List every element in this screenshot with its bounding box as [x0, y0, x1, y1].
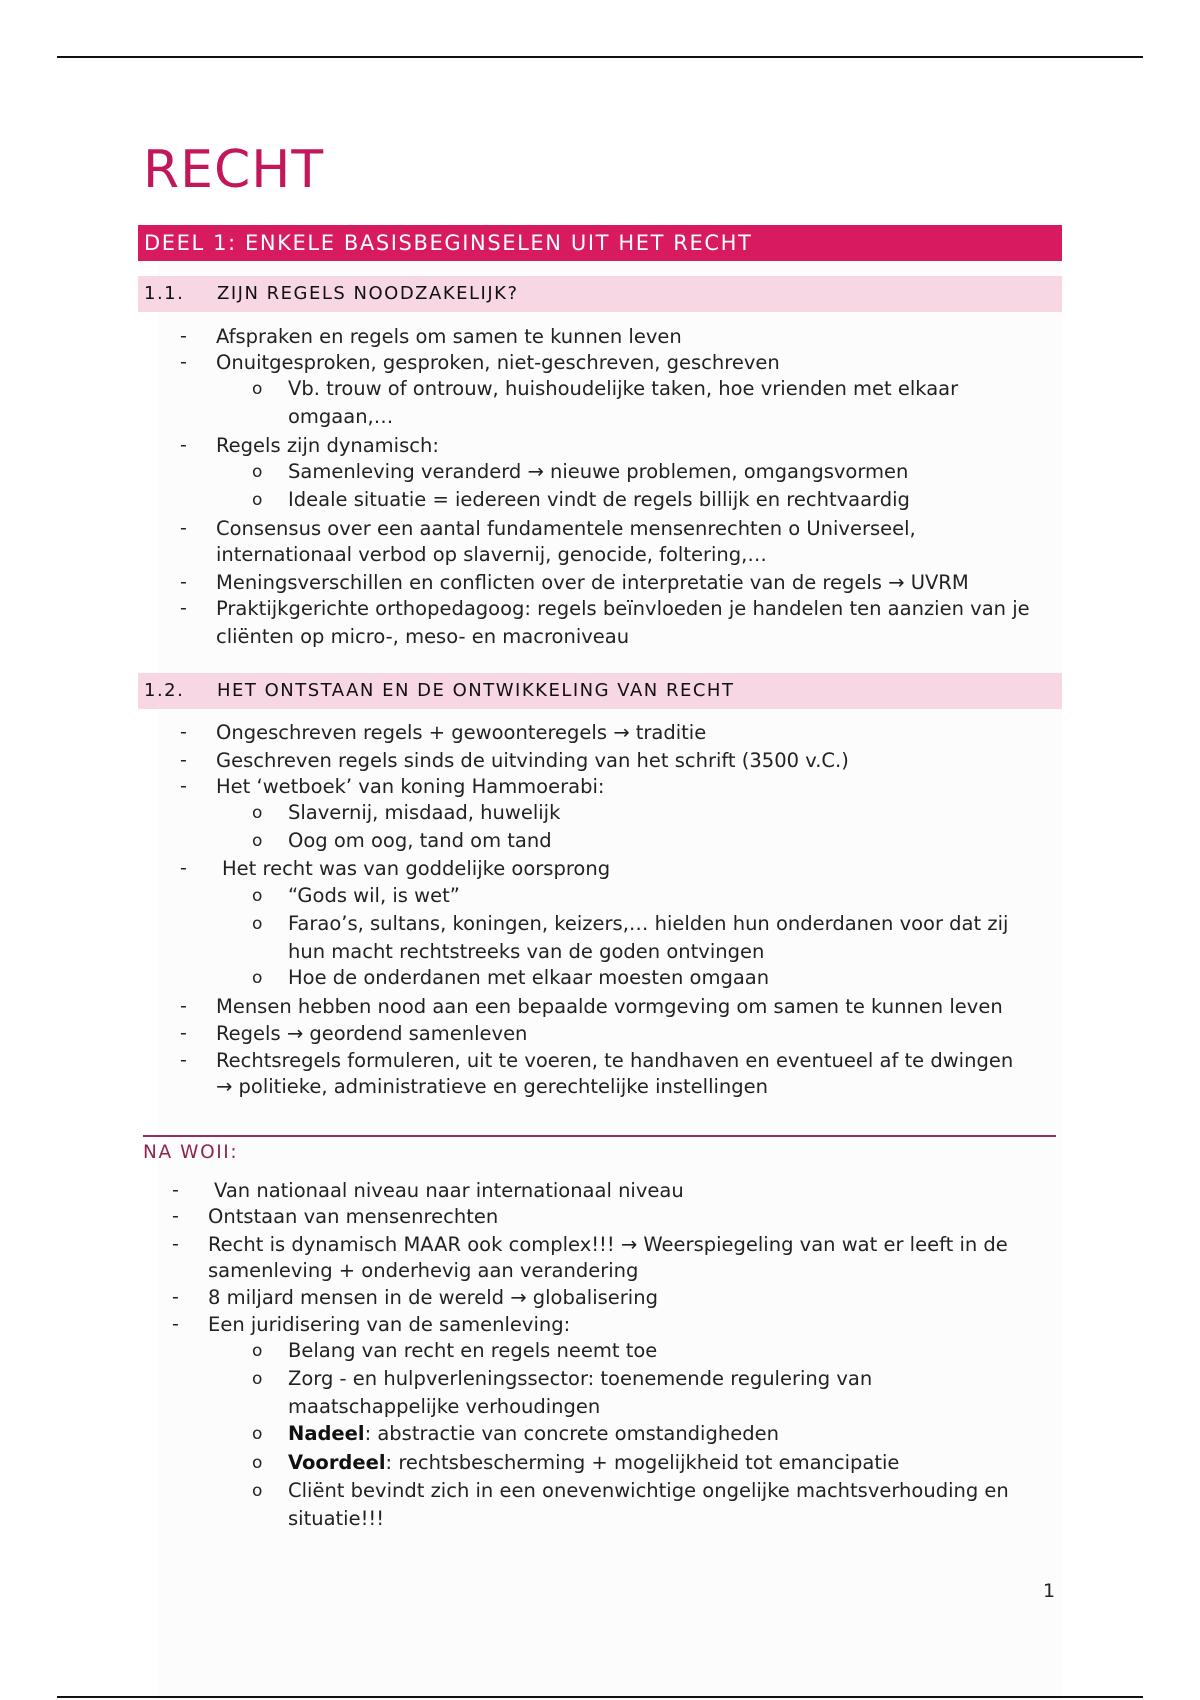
label-colon: :: [364, 1422, 378, 1445]
list-item: 8 miljard mensen in de wereld → globalisering: [208, 1286, 658, 1309]
section-number: 1.2.: [144, 680, 185, 701]
sub-list-item-continued: maatschappelijke verhoudingen: [288, 1395, 601, 1418]
dash-marker: -: [180, 517, 187, 539]
dash-marker: -: [172, 1313, 179, 1335]
bullet-marker: o: [252, 1481, 263, 1501]
dash-marker: -: [172, 1179, 179, 1201]
dash-marker: -: [180, 434, 187, 456]
dash-marker: -: [172, 1233, 179, 1255]
footer-rule: [57, 1696, 1143, 1698]
list-item: Meningsverschillen en conflicten over de interpretatie van de regels → UVRM: [216, 571, 969, 594]
document-title: RECHT: [143, 140, 325, 200]
header-rule: [57, 56, 1143, 58]
sub-list-item-continued: situatie!!!: [288, 1507, 385, 1530]
bullet-marker: o: [252, 914, 263, 934]
dash-marker: -: [180, 721, 187, 743]
list-item-continued: internationaal verbod op slavernij, genocide, foltering,…: [216, 543, 767, 566]
sub-list-item: Vb. trouw of ontrouw, huishoudelijke taken, hoe vrienden met elkaar: [288, 377, 959, 400]
list-item: Van nationaal niveau naar internationaal niveau: [214, 1179, 684, 1202]
voordeel-label: Voordeel: [288, 1451, 386, 1474]
dash-marker: -: [180, 597, 187, 619]
sub-list-item: Samenleving veranderd → nieuwe problemen, omgangsvormen: [288, 460, 909, 483]
section-heading-1-1: [138, 276, 1062, 312]
list-item: Onuitgesproken, gesproken, niet-geschreven, geschreven: [216, 351, 780, 374]
dash-marker: -: [180, 1049, 187, 1071]
dash-marker: -: [180, 351, 187, 373]
list-item: Praktijkgerichte orthopedagoog: regels beïnvloeden je handelen ten aanzien van je: [216, 597, 1030, 620]
list-item-continued: → politieke, administratieve en gerechtelijke instellingen: [216, 1075, 769, 1098]
section-title: HET ONTSTAAN EN DE ONTWIKKELING VAN RECHT: [217, 680, 735, 701]
sub-list-item: Oog om oog, tand om tand: [288, 829, 552, 852]
page-number: 1: [1043, 1580, 1056, 1602]
bullet-marker: o: [252, 1369, 263, 1389]
sub-list-item: Zorg - en hulpverleningssector: toenemende regulering van: [288, 1367, 873, 1390]
list-item-continued: samenleving + onderhevig aan verandering: [208, 1259, 639, 1282]
list-item: Rechtsregels formuleren, uit te voeren, te handhaven en eventueel af te dwingen: [216, 1049, 1014, 1072]
section-divider: [143, 1135, 1056, 1137]
section-number: 1.1.: [144, 283, 185, 304]
dash-marker: -: [172, 1286, 179, 1308]
section-heading-1-2: [138, 673, 1062, 709]
bullet-marker: o: [252, 803, 263, 823]
bullet-marker: o: [252, 831, 263, 851]
bullet-marker: o: [252, 1341, 263, 1361]
voordeel-text: rechtsbescherming + mogelijkheid tot emancipatie: [398, 1451, 900, 1474]
list-item: Ongeschreven regels + gewoonteregels → traditie: [216, 721, 707, 744]
list-item-continued: cliënten op micro-, meso- en macroniveau: [216, 625, 630, 648]
nadeel-text: abstractie van concrete omstandigheden: [377, 1422, 779, 1445]
list-item: Het ‘wetboek’ van koning Hammoerabi:: [216, 775, 605, 798]
sub-list-item-nadeel: [288, 1422, 779, 1445]
label-colon: :: [385, 1451, 399, 1474]
sub-list-item-continued: hun macht rechtstreeks van de goden ontvingen: [288, 940, 765, 963]
bullet-marker: o: [252, 886, 263, 906]
dash-marker: -: [180, 775, 187, 797]
sub-list-item-continued: omgaan,…: [288, 405, 394, 428]
list-item: Consensus over een aantal fundamentele mensenrechten o Universeel,: [216, 517, 916, 540]
section-title: ZIJN REGELS NOODZAKELIJK?: [217, 283, 519, 304]
list-item: Regels zijn dynamisch:: [216, 434, 439, 457]
bullet-marker: o: [252, 462, 263, 482]
sub-heading-na-woii: NA WOII:: [143, 1142, 239, 1163]
bullet-marker: o: [252, 1453, 263, 1473]
sub-list-item: Hoe de onderdanen met elkaar moesten omgaan: [288, 966, 770, 989]
sub-list-item: Farao’s, sultans, koningen, keizers,… hielden hun onderdanen voor dat zij: [288, 912, 1009, 935]
dash-marker: -: [180, 995, 187, 1017]
bullet-marker: o: [252, 379, 263, 399]
dash-marker: -: [180, 857, 187, 879]
list-item: Recht is dynamisch MAAR ook complex!!! → Weerspiegeling van wat er leeft in de: [208, 1233, 1008, 1256]
nadeel-label: Nadeel: [288, 1422, 365, 1445]
list-item: Afspraken en regels om samen te kunnen leven: [216, 325, 682, 348]
sub-list-item: Slavernij, misdaad, huwelijk: [288, 801, 561, 824]
dash-marker: -: [180, 749, 187, 771]
list-item: Geschreven regels sinds de uitvinding van het schrift (3500 v.C.): [216, 749, 849, 772]
part-heading: DEEL 1: ENKELE BASISBEGINSELEN UIT HET RECHT: [138, 225, 1062, 261]
dash-marker: -: [180, 325, 187, 347]
list-item: Ontstaan van mensenrechten: [208, 1205, 499, 1228]
sub-list-item: Cliënt bevindt zich in een onevenwichtige ongelijke machtsverhouding en: [288, 1479, 1009, 1502]
bullet-marker: o: [252, 490, 263, 510]
list-item: Een juridisering van de samenleving:: [208, 1313, 571, 1336]
list-item: Het recht was van goddelijke oorsprong: [222, 857, 611, 880]
list-item: Regels → geordend samenleven: [216, 1022, 528, 1045]
bullet-marker: o: [252, 1424, 263, 1444]
dash-marker: -: [180, 571, 187, 593]
sub-list-item: Ideale situatie = iedereen vindt de regels billijk en rechtvaardig: [288, 488, 910, 511]
sub-list-item: “Gods wil, is wet”: [288, 884, 460, 907]
bullet-marker: o: [252, 968, 263, 988]
sub-list-item: Belang van recht en regels neemt toe: [288, 1339, 658, 1362]
dash-marker: -: [172, 1205, 179, 1227]
list-item: Mensen hebben nood aan een bepaalde vormgeving om samen te kunnen leven: [216, 995, 1003, 1018]
sub-list-item-voordeel: [288, 1451, 899, 1474]
dash-marker: -: [180, 1022, 187, 1044]
